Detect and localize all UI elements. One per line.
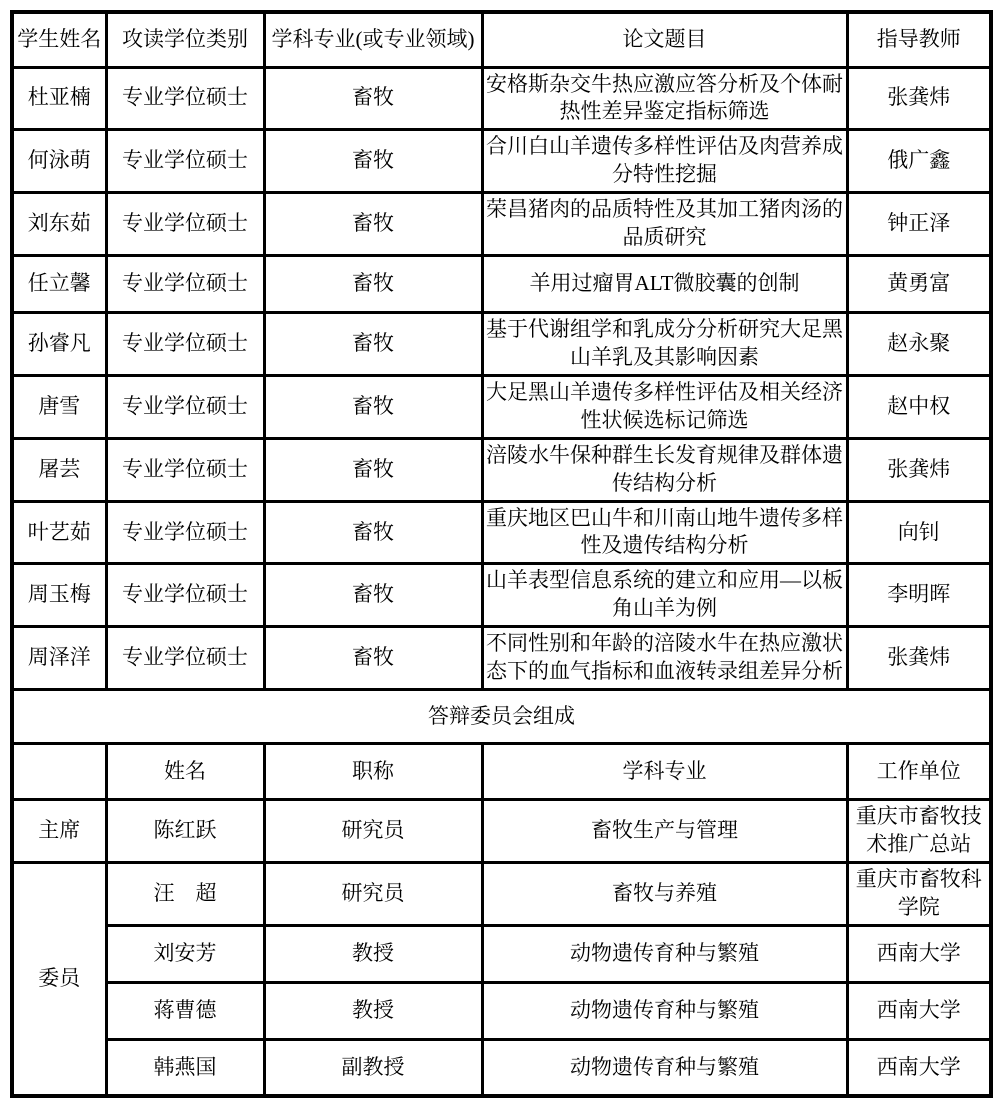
committee-member-major-cell: 动物遗传育种与繁殖 — [482, 925, 847, 982]
committee-corner-cell — [12, 744, 106, 800]
major-cell: 畜牧 — [264, 130, 482, 193]
degree-cell: 专业学位硕士 — [106, 313, 264, 376]
advisor-cell: 张龚炜 — [847, 67, 991, 130]
committee-member-organization-cell: 西南大学 — [847, 982, 991, 1039]
committee-header-row — [12, 744, 991, 800]
degree-cell: 专业学位硕士 — [106, 375, 264, 438]
committee-member-name-cell: 汪 超 — [106, 862, 264, 925]
student-name-cell: 唐雪 — [12, 375, 106, 438]
committee-member-organization-cell: 重庆市畜牧技术推广总站 — [847, 800, 991, 863]
committee-member-row — [12, 982, 991, 1039]
major-cell: 畜牧 — [264, 193, 482, 256]
column-header-advisor: 指导教师 — [847, 12, 991, 67]
committee-column-header-organization: 工作单位 — [847, 744, 991, 800]
committee-member-name-cell: 陈红跃 — [106, 800, 264, 863]
thesis-defense-roster-table — [10, 10, 993, 1098]
committee-member-major-cell: 动物遗传育种与繁殖 — [482, 982, 847, 1039]
committee-member-title-cell: 研究员 — [264, 800, 482, 863]
committee-column-header-name: 姓名 — [106, 744, 264, 800]
student-row — [12, 438, 991, 501]
student-name-cell: 周玉梅 — [12, 564, 106, 627]
student-name-cell: 孙睿凡 — [12, 313, 106, 376]
advisor-cell: 向钊 — [847, 501, 991, 564]
advisor-cell: 俄广鑫 — [847, 130, 991, 193]
thesis-title-cell: 羊用过瘤胃ALT微胶囊的创制 — [482, 256, 847, 313]
thesis-title-cell: 重庆地区巴山牛和川南山地牛遗传多样性及遗传结构分析 — [482, 501, 847, 564]
student-name-cell: 刘东茹 — [12, 193, 106, 256]
committee-member-major-cell: 动物遗传育种与繁殖 — [482, 1039, 847, 1096]
student-row — [12, 193, 991, 256]
thesis-title-cell: 大足黑山羊遗传多样性评估及相关经济性状候选标记筛选 — [482, 375, 847, 438]
committee-member-title-cell: 教授 — [264, 982, 482, 1039]
student-name-cell: 周泽洋 — [12, 627, 106, 690]
column-header-thesis-title: 论文题目 — [482, 12, 847, 67]
advisor-cell: 赵中权 — [847, 375, 991, 438]
degree-cell: 专业学位硕士 — [106, 564, 264, 627]
major-cell: 畜牧 — [264, 501, 482, 564]
committee-member-major-cell: 畜牧生产与管理 — [482, 800, 847, 863]
advisor-cell: 张龚炜 — [847, 627, 991, 690]
student-row — [12, 375, 991, 438]
committee-member-label: 委员 — [12, 862, 106, 1096]
committee-member-organization-cell: 西南大学 — [847, 1039, 991, 1096]
advisor-cell: 钟正泽 — [847, 193, 991, 256]
major-cell: 畜牧 — [264, 256, 482, 313]
major-cell: 畜牧 — [264, 375, 482, 438]
student-name-cell: 何泳萌 — [12, 130, 106, 193]
degree-cell: 专业学位硕士 — [106, 627, 264, 690]
thesis-title-cell: 安格斯杂交牛热应激应答分析及个体耐热性差异鉴定指标筛选 — [482, 67, 847, 130]
student-row — [12, 501, 991, 564]
major-cell: 畜牧 — [264, 438, 482, 501]
student-row — [12, 313, 991, 376]
committee-member-row — [12, 925, 991, 982]
column-header-major: 学科专业(或专业领域) — [264, 12, 482, 67]
major-cell: 畜牧 — [264, 564, 482, 627]
thesis-title-cell: 荣昌猪肉的品质特性及其加工猪肉汤的品质研究 — [482, 193, 847, 256]
degree-cell: 专业学位硕士 — [106, 438, 264, 501]
advisor-cell: 黄勇富 — [847, 256, 991, 313]
student-row — [12, 564, 991, 627]
committee-section-title: 答辩委员会组成 — [12, 690, 991, 744]
committee-member-title-cell: 副教授 — [264, 1039, 482, 1096]
committee-column-header-major: 学科专业 — [482, 744, 847, 800]
committee-member-name-cell: 蒋曹德 — [106, 982, 264, 1039]
committee-member-row — [12, 862, 991, 925]
committee-member-major-cell: 畜牧与养殖 — [482, 862, 847, 925]
degree-cell: 专业学位硕士 — [106, 130, 264, 193]
student-name-cell: 杜亚楠 — [12, 67, 106, 130]
student-row — [12, 627, 991, 690]
major-cell: 畜牧 — [264, 627, 482, 690]
major-cell: 畜牧 — [264, 313, 482, 376]
advisor-cell: 赵永聚 — [847, 313, 991, 376]
advisor-cell: 李明晖 — [847, 564, 991, 627]
student-row — [12, 67, 991, 130]
degree-cell: 专业学位硕士 — [106, 256, 264, 313]
committee-member-row — [12, 1039, 991, 1096]
student-name-cell: 叶艺茹 — [12, 501, 106, 564]
thesis-title-cell: 涪陵水牛保种群生长发育规律及群体遗传结构分析 — [482, 438, 847, 501]
student-row — [12, 130, 991, 193]
committee-chair-row — [12, 800, 991, 863]
student-row — [12, 256, 991, 313]
thesis-title-cell: 山羊表型信息系统的建立和应用—以板角山羊为例 — [482, 564, 847, 627]
column-header-degree-type: 攻读学位类别 — [106, 12, 264, 67]
degree-cell: 专业学位硕士 — [106, 193, 264, 256]
advisor-cell: 张龚炜 — [847, 438, 991, 501]
committee-member-name-cell: 刘安芳 — [106, 925, 264, 982]
committee-column-header-title: 职称 — [264, 744, 482, 800]
student-name-cell: 屠芸 — [12, 438, 106, 501]
committee-member-organization-cell: 西南大学 — [847, 925, 991, 982]
committee-member-name-cell: 韩燕国 — [106, 1039, 264, 1096]
student-name-cell: 任立馨 — [12, 256, 106, 313]
table-header-row — [12, 12, 991, 67]
committee-member-organization-cell: 重庆市畜牧科学院 — [847, 862, 991, 925]
committee-section-row — [12, 690, 991, 744]
major-cell: 畜牧 — [264, 67, 482, 130]
committee-chair-label: 主席 — [12, 800, 106, 863]
committee-member-title-cell: 研究员 — [264, 862, 482, 925]
column-header-student-name: 学生姓名 — [12, 12, 106, 67]
degree-cell: 专业学位硕士 — [106, 67, 264, 130]
thesis-title-cell: 基于代谢组学和乳成分分析研究大足黑山羊乳及其影响因素 — [482, 313, 847, 376]
thesis-title-cell: 不同性别和年龄的涪陵水牛在热应激状态下的血气指标和血液转录组差异分析 — [482, 627, 847, 690]
degree-cell: 专业学位硕士 — [106, 501, 264, 564]
thesis-title-cell: 合川白山羊遗传多样性评估及肉营养成分特性挖掘 — [482, 130, 847, 193]
committee-member-title-cell: 教授 — [264, 925, 482, 982]
